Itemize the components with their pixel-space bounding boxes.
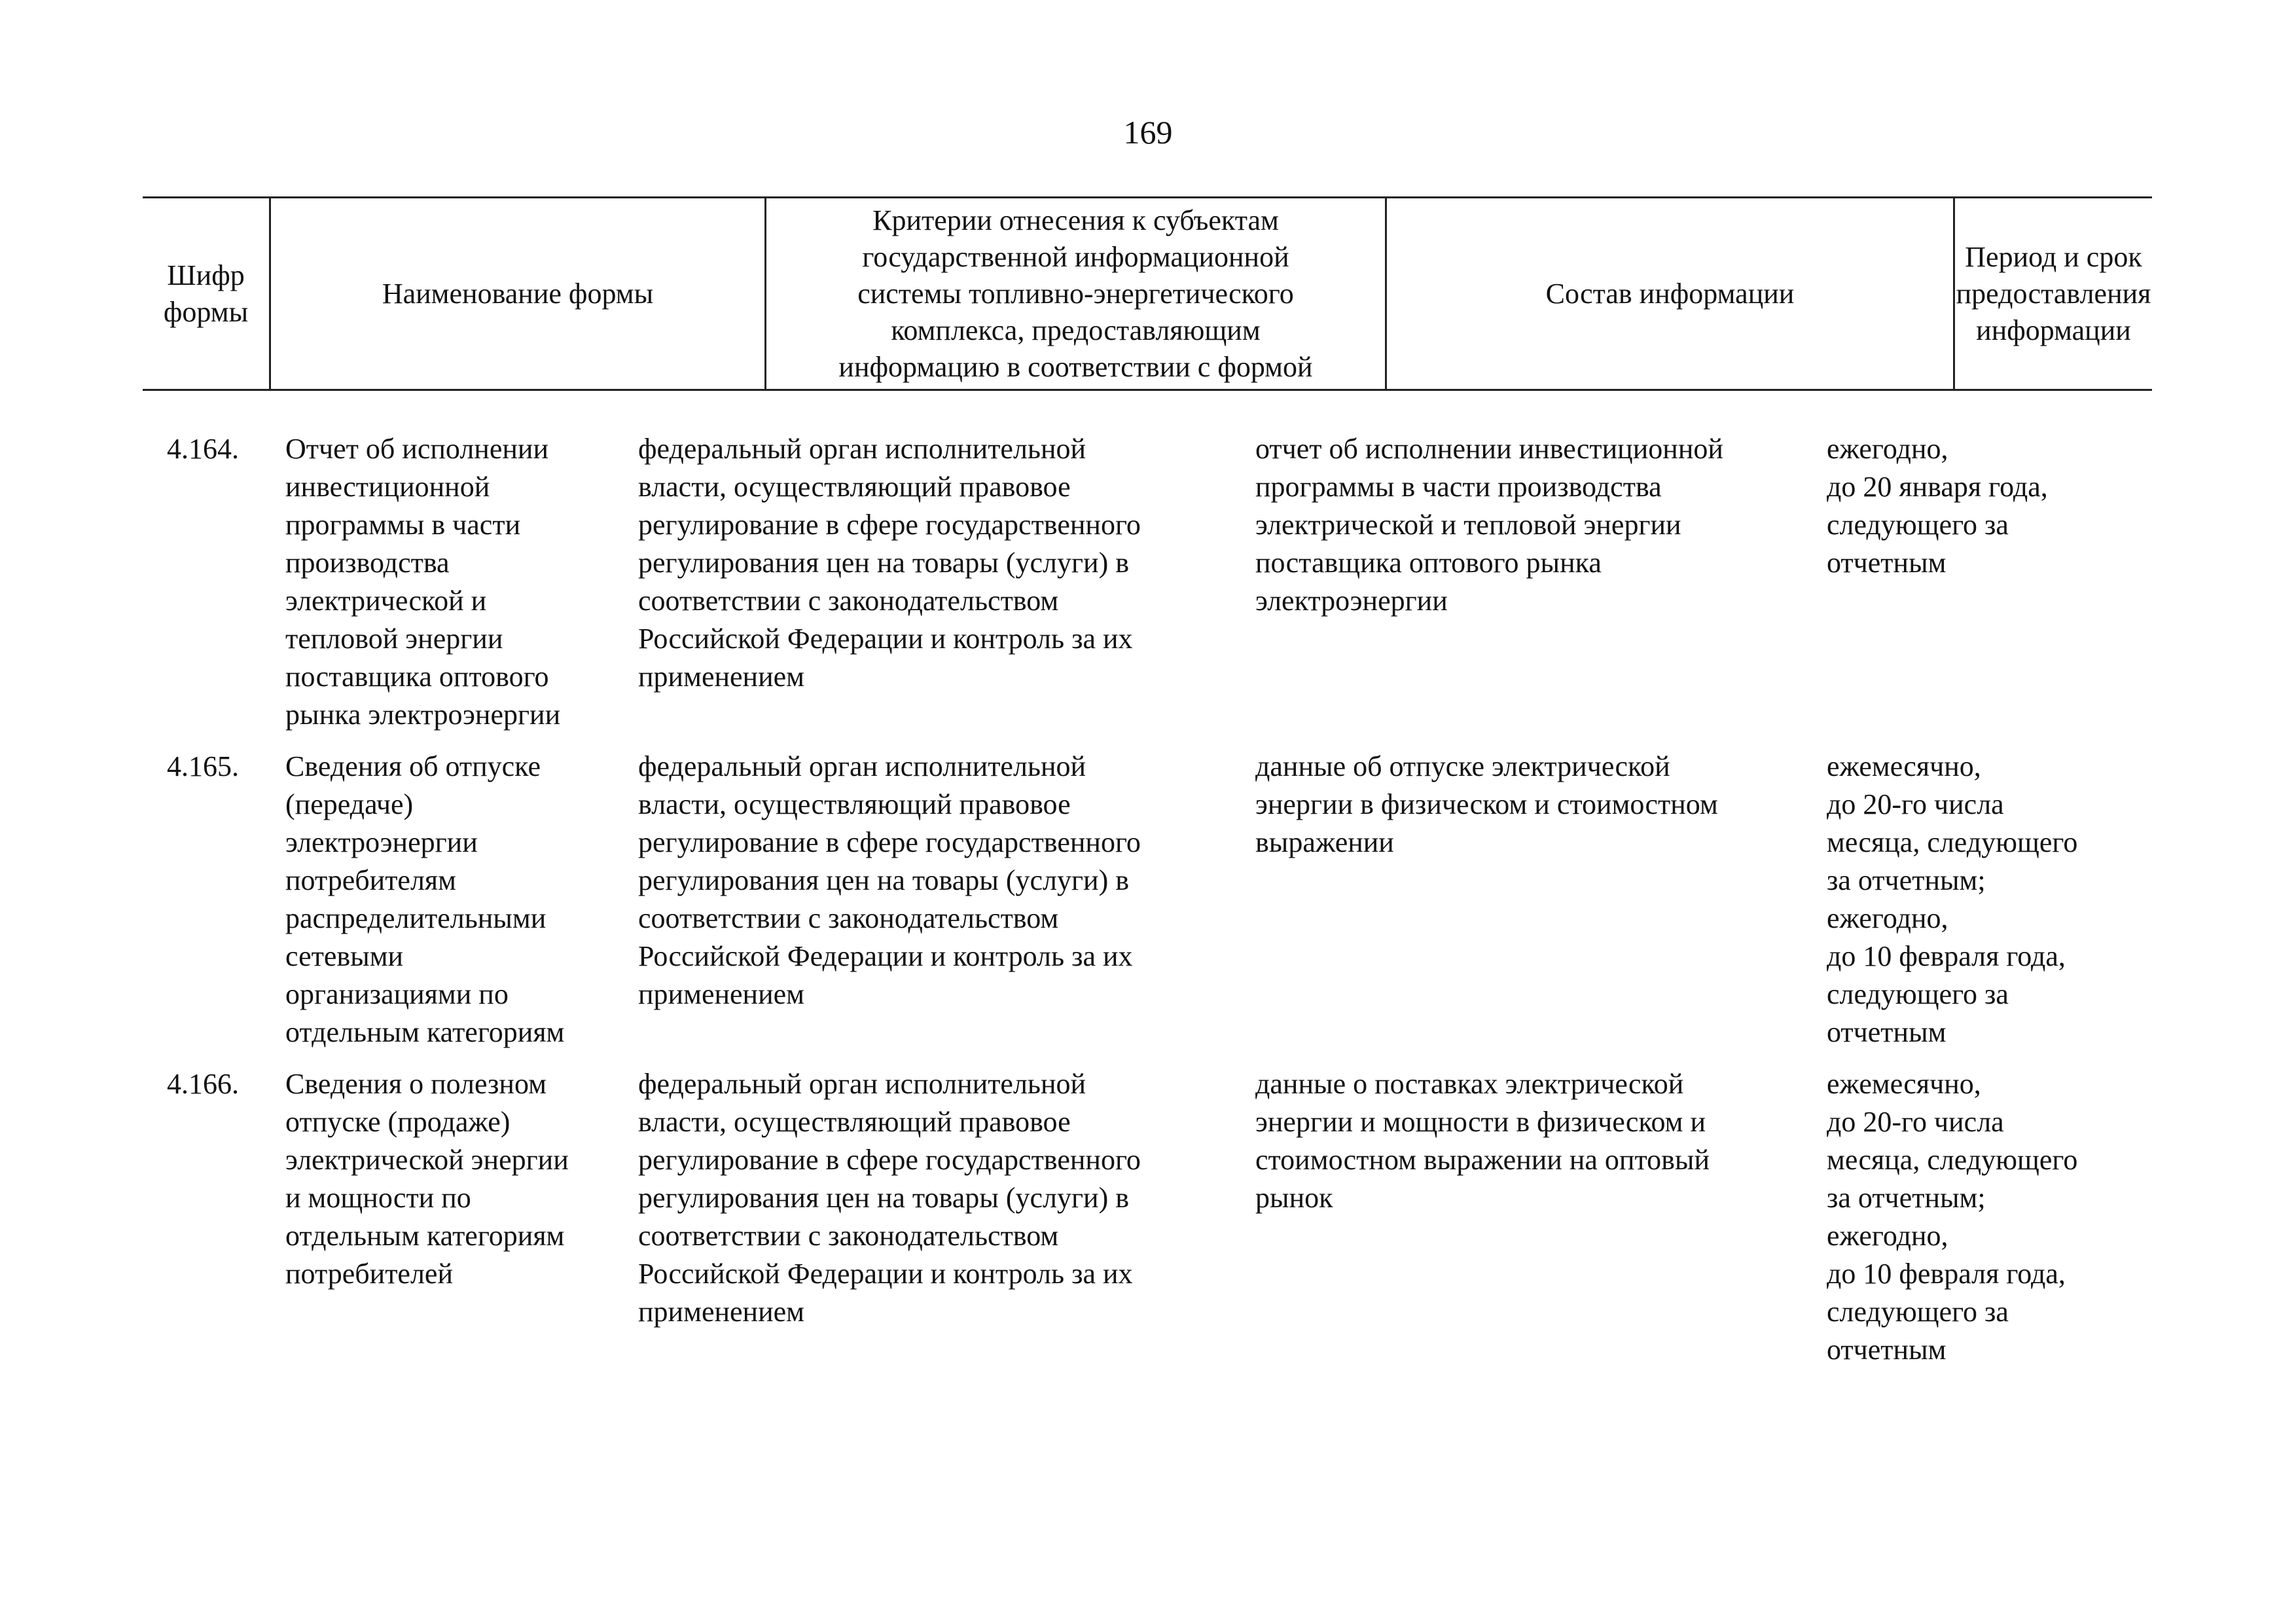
row-period-line: месяца, следующего — [1827, 826, 2078, 858]
row-period-line: следующего за — [1827, 509, 2009, 541]
row-name-line: организациями по — [285, 978, 509, 1010]
row-code: 4.166. — [167, 1068, 239, 1100]
row-name-line: программы в части — [285, 509, 521, 541]
row-content-line: стоимостном выражении на оптовый — [1255, 1144, 1710, 1176]
row-content — [1255, 430, 1723, 620]
header-period-line: Период и срок — [1965, 240, 2142, 273]
row-criteria-line: Российской Федерации и контроль за их — [638, 623, 1133, 655]
row-content-line: данные о поставках электрической — [1255, 1068, 1684, 1100]
row-content-line: энергии в физическом и стоимостном — [1255, 788, 1718, 820]
header-content — [1385, 198, 1953, 389]
row-period-line: до 10 февраля года, — [1827, 940, 2066, 972]
row-name — [285, 430, 560, 734]
row-period — [1827, 1065, 2077, 1369]
row-name-line: отпуске (продаже) — [285, 1106, 511, 1138]
table-row — [143, 430, 2152, 748]
row-name-line: (передаче) — [285, 788, 414, 820]
header-code-line: формы — [163, 295, 249, 328]
row-name-line: электрической и — [285, 585, 487, 617]
row-period-line: ежегодно, — [1827, 1220, 1948, 1252]
row-name-line: отдельным категориям — [285, 1220, 565, 1252]
row-period-line: до 20 января года, — [1827, 471, 2048, 503]
header-period — [1953, 198, 2152, 389]
header-criteria-line: государственной информационной — [862, 240, 1289, 273]
row-name-line: производства — [285, 547, 450, 579]
row-period-line: отчетным — [1827, 547, 1946, 579]
row-name-line: рынка электроэнергии — [285, 699, 561, 731]
header-code — [143, 198, 269, 389]
row-name-line: Отчет об исполнении — [285, 433, 548, 465]
row-content-line: энергии и мощности в физическом и — [1255, 1106, 1706, 1138]
row-period-line: за отчетным; — [1827, 1182, 1986, 1214]
table-row — [143, 748, 2152, 1065]
row-content — [1255, 748, 1718, 862]
page-number: 169 — [1123, 114, 1173, 151]
row-criteria-line: применением — [638, 1296, 805, 1328]
row-period-line: до 20-го числа — [1827, 1106, 2004, 1138]
header-period-line: предоставления — [1956, 277, 2151, 310]
header-period-line: информации — [1976, 314, 2131, 346]
forms-table — [143, 196, 2152, 1383]
row-period-line: ежегодно, — [1827, 902, 1948, 934]
row-period-line: до 20-го числа — [1827, 788, 2004, 820]
row-content-line: данные об отпуске электрической — [1255, 750, 1670, 782]
row-criteria-line: Российской Федерации и контроль за их — [638, 1258, 1133, 1290]
row-period-line: ежегодно, — [1827, 433, 1948, 465]
row-period-line: отчетным — [1827, 1016, 1946, 1048]
row-content-line: рынок — [1255, 1182, 1333, 1214]
row-name-line: и мощности по — [285, 1182, 471, 1214]
row-name — [285, 748, 564, 1051]
row-period-line: месяца, следующего — [1827, 1144, 2078, 1176]
row-criteria-line: регулирования цен на товары (услуги) в — [638, 864, 1129, 896]
row-criteria-line: власти, осуществляющий правовое — [638, 788, 1071, 820]
header-criteria-line: Критерии отнесения к субъектам — [872, 204, 1279, 236]
row-content-line: поставщика оптового рынка — [1255, 547, 1602, 579]
header-criteria-line: информацию в соответствии с формой — [838, 350, 1313, 383]
row-content-line: программы в части производства — [1255, 471, 1662, 503]
row-code: 4.165. — [167, 750, 239, 782]
row-criteria-line: федеральный орган исполнительной — [638, 1068, 1086, 1100]
row-name-line: электроэнергии — [285, 826, 478, 858]
row-name-line: электрической энергии — [285, 1144, 569, 1176]
row-name-line: тепловой энергии — [285, 623, 503, 655]
row-period-line: отчетным — [1827, 1334, 1946, 1366]
row-period — [1827, 748, 2077, 1051]
row-name-line: потребителям — [285, 864, 456, 896]
table-row — [143, 1065, 2152, 1383]
row-name-line: отдельным категориям — [285, 1016, 565, 1048]
row-name — [285, 1065, 569, 1293]
row-content-line: электроэнергии — [1255, 585, 1448, 617]
row-code: 4.164. — [167, 433, 239, 465]
row-name-line: распределительными — [285, 902, 547, 934]
row-criteria — [638, 430, 1141, 696]
row-criteria-line: регулирование в сфере государственного — [638, 509, 1141, 541]
row-criteria-line: власти, осуществляющий правовое — [638, 471, 1071, 503]
row-criteria-line: соответствии с законодательством — [638, 902, 1059, 934]
row-criteria — [638, 748, 1141, 1013]
row-content-line: отчет об исполнении инвестиционной — [1255, 433, 1723, 465]
row-period-line: следующего за — [1827, 1296, 2009, 1328]
row-criteria-line: власти, осуществляющий правовое — [638, 1106, 1071, 1138]
header-code-line: Шифр — [167, 259, 245, 291]
row-name-line: потребителей — [285, 1258, 453, 1290]
row-criteria-line: Российской Федерации и контроль за их — [638, 940, 1133, 972]
row-criteria-line: применением — [638, 661, 805, 693]
row-criteria-line: регулирование в сфере государственного — [638, 826, 1141, 858]
row-content — [1255, 1065, 1710, 1217]
header-criteria — [764, 198, 1385, 389]
row-name-line: сетевыми — [285, 940, 404, 972]
row-criteria-line: соответствии с законодательством — [638, 1220, 1059, 1252]
row-content-line: электрической и тепловой энергии — [1255, 509, 1681, 541]
row-period — [1827, 430, 2048, 582]
row-criteria-line: соответствии с законодательством — [638, 585, 1059, 617]
header-name-line: Наименование формы — [382, 277, 654, 310]
row-name-line: поставщика оптового — [285, 661, 549, 693]
row-name-line: Сведения об отпуске — [285, 750, 541, 782]
row-period-line: следующего за — [1827, 978, 2009, 1010]
row-name-line: инвестиционной — [285, 471, 490, 503]
row-criteria-line: федеральный орган исполнительной — [638, 433, 1086, 465]
row-criteria — [638, 1065, 1141, 1331]
row-criteria-line: федеральный орган исполнительной — [638, 750, 1086, 782]
header-name — [269, 198, 764, 389]
row-period-line: ежемесячно, — [1827, 750, 1981, 782]
row-period-line: за отчетным; — [1827, 864, 1986, 896]
row-content-line: выражении — [1255, 826, 1394, 858]
row-period-line: до 10 февраля года, — [1827, 1258, 2066, 1290]
header-criteria-line: комплекса, предоставляющим — [891, 314, 1261, 346]
row-criteria-line: регулирования цен на товары (услуги) в — [638, 1182, 1129, 1214]
table-header — [143, 196, 2152, 391]
row-criteria-line: применением — [638, 978, 805, 1010]
row-name-line: Сведения о полезном — [285, 1068, 547, 1100]
row-criteria-line: регулирование в сфере государственного — [638, 1144, 1141, 1176]
row-criteria-line: регулирования цен на товары (услуги) в — [638, 547, 1129, 579]
row-period-line: ежемесячно, — [1827, 1068, 1981, 1100]
header-criteria-line: системы топливно-энергетического — [857, 277, 1294, 310]
header-content-line: Состав информации — [1545, 277, 1795, 310]
